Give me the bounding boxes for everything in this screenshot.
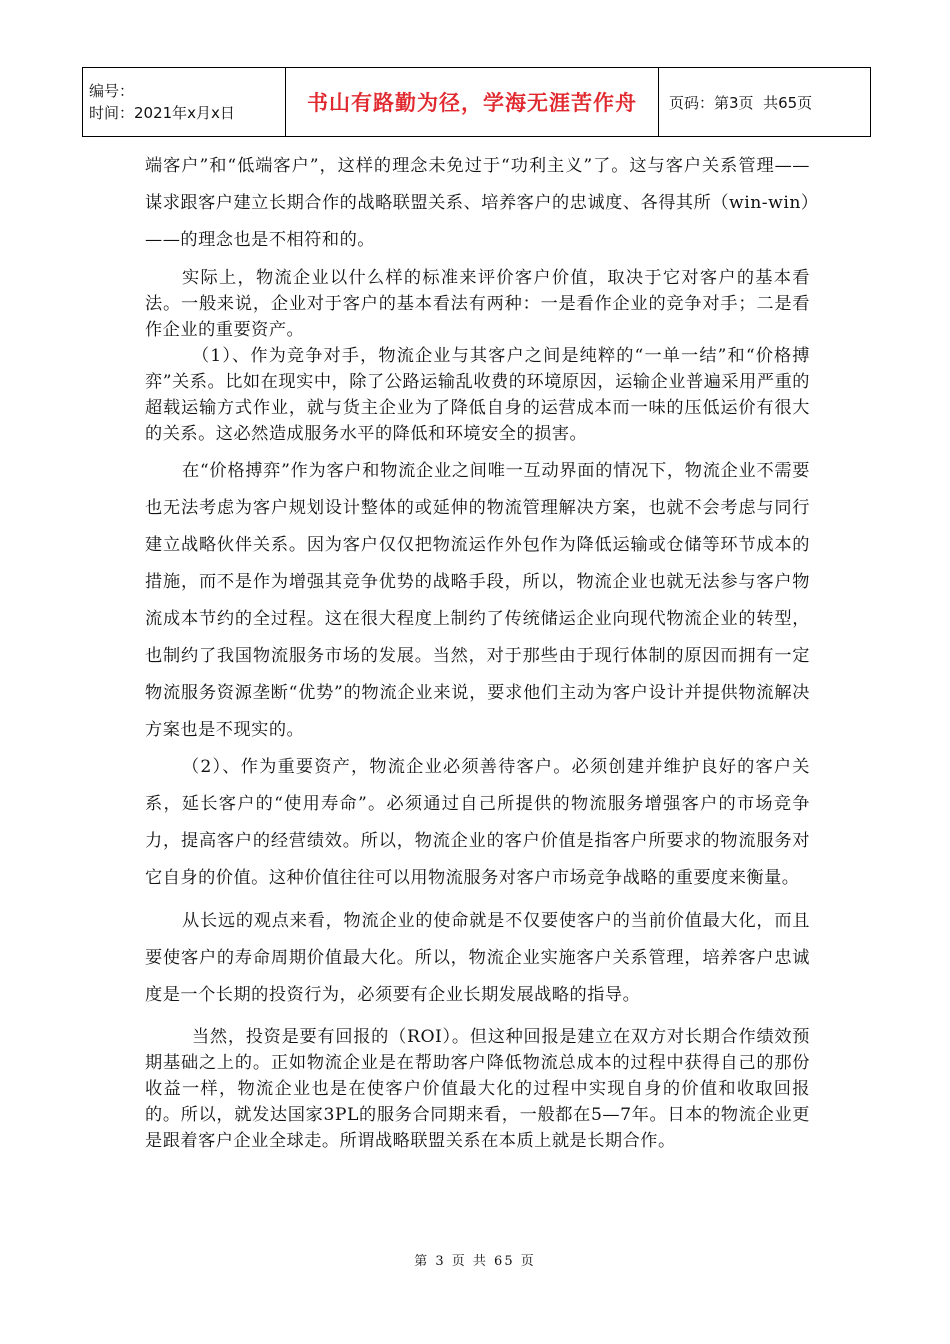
paragraph-5: （2）、作为重要资产，物流企业必须善待客户。必须创建并维护良好的客户关系，延长客户的“使用寿命”。必须通过自己所提供的物流服务增强客户的市场竞争力，提高客户的经营绩效。所以，物流企业的客户价值是指客户所要求的物流服务对它自身的价值。这种价值往往可以用物流服务对客户市场竞争战略的重要度来衡量。	[145, 757, 810, 888]
document-body	[145, 148, 810, 1154]
page-header	[82, 67, 871, 137]
header-page-info-cell	[659, 68, 871, 137]
header-meta-cell	[83, 68, 286, 137]
paragraph-6: 从长远的观点来看，物流企业的使命就是不仅要使客户的当前价值最大化，而且要使客户的寿命周期价值最大化。所以，物流企业实施客户关系管理，培养客户忠诚度是一个长期的投资行为，必须要有企业长期发展战略的指导。	[145, 911, 810, 1005]
document-time-label: 时间：2021年x月x日	[89, 104, 235, 122]
header-page-info: 页码：第3页 共65页	[669, 93, 813, 112]
paragraph-3: （1）、作为竞争对手，物流企业与其客户之间是纯粹的“一单一结”和“价格搏弈”关系。比如在现实中，除了公路运输乱收费的环境原因，运输企业普遍采用严重的超载运输方式作业，就与货主企业为了降低自身的运营成本而一味的压低运价有很大的关系。这必然造成服务水平的降低和环境安全的损害。	[145, 346, 810, 444]
paragraph-2: 实际上，物流企业以什么样的标准来评价客户价值，取决于它对客户的基本看法。一般来说，企业对于客户的基本看法有两种：一是看作企业的竞争对手；二是看作企业的重要资产。	[145, 268, 810, 340]
document-number-label: 编号：	[89, 82, 135, 100]
page-footer: 第 3 页 共 65 页	[414, 1254, 536, 1269]
paragraph-4: 在“价格搏弈”作为客户和物流企业之间唯一互动界面的情况下，物流企业不需要也无法考虑为客户规划设计整体的或延伸的物流管理解决方案，也就不会考虑与同行建立战略伙伴关系。因为客户仅仅把物流运作外包作为降低运输或仓储等环节成本的措施，而不是作为增强其竞争优势的战略手段，所以，物流企业也就无法参与客户物流成本节约的全过程。这在很大程度上制约了传统储运企业向现代物流企业的转型，也制约了我国物流服务市场的发展。当然，对于那些由于现行体制的原因而拥有一定物流服务资源垄断“优势”的物流企业来说，要求他们主动为客户设计并提供物流解决方案也是不现实的。	[145, 461, 810, 740]
paragraph-1: 端客户”和“低端客户”，这样的理念未免过于“功利主义”了。这与客户关系管理——谋求跟客户建立长期合作的战略联盟关系、培养客户的忠诚度、各得其所（win-win）——的理念也是不相符和的。	[145, 156, 810, 250]
paragraph-7: 当然，投资是要有回报的（ROI）。但这种回报是建立在双方对长期合作绩效预期基础之上的。正如物流企业是在帮助客户降低物流总成本的过程中获得自己的那份收益一样，物流企业也是在使客户价值最大化的过程中实现自身的价值和收取回报的。所以，就发达国家3PL的服务合同期来看，一般都在5—7年。日本的物流企业更是跟着客户企业全球走。所谓战略联盟关系在本质上就是长期合作。	[145, 1027, 810, 1151]
header-motto: 书山有路勤为径，学海无涯苦作舟	[286, 68, 659, 137]
